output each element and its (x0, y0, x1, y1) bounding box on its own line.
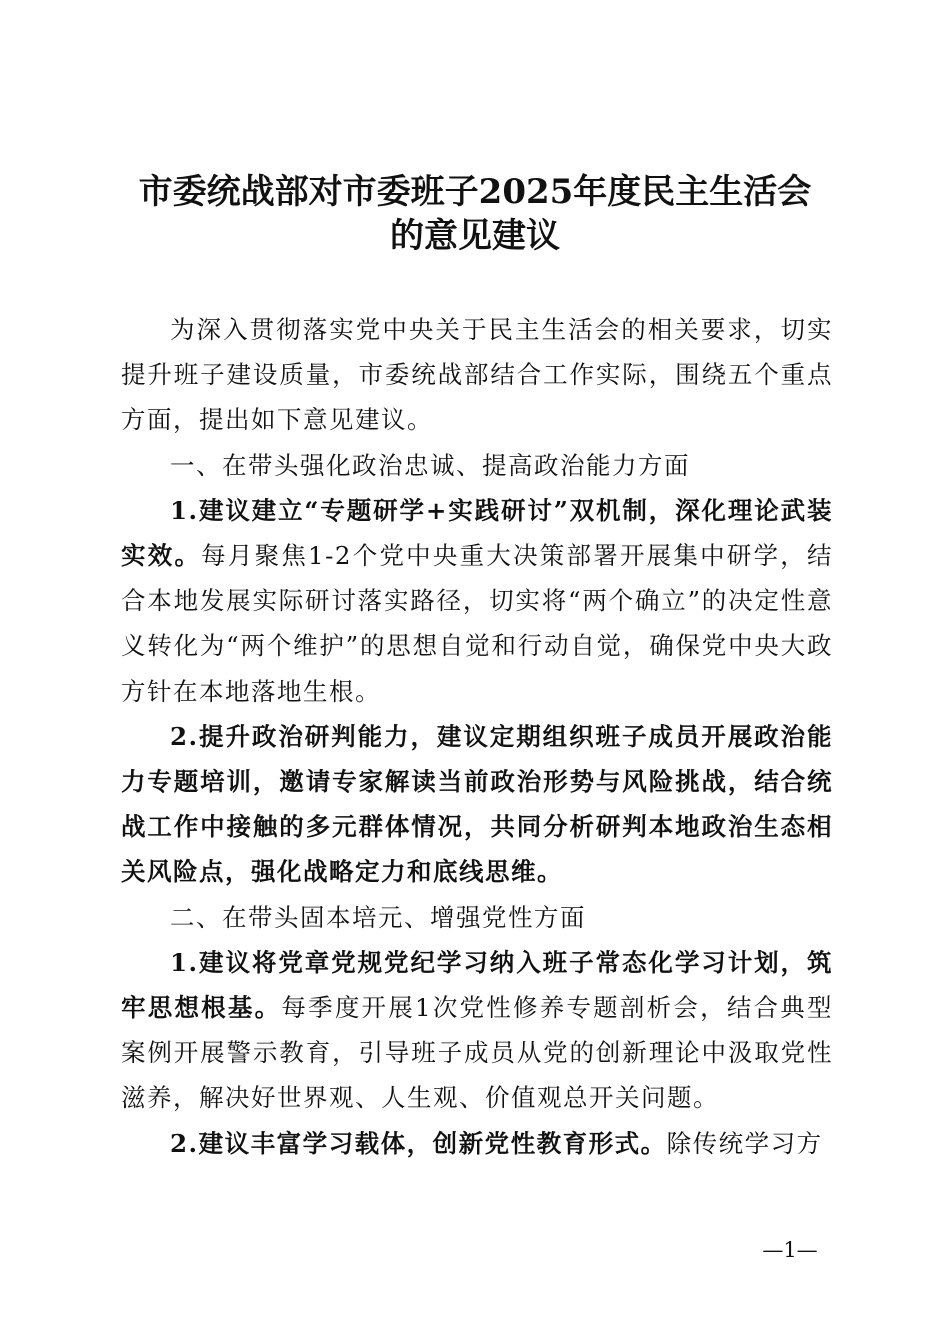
item-lead: 2.建议丰富学习载体，创新党性教育形式。 (170, 1128, 667, 1158)
section-heading-1: 一、在带头强化政治忠诚、提高政治能力方面 (170, 450, 690, 480)
section-1-item-1 (121, 488, 833, 714)
section-1-item-2 (121, 714, 833, 895)
item-lead: 2.提升政治研判能力，建议定期组织班子成员开展政治能力专题培训，邀请专家解读当前政治形势与风险挑战，结合统战工作中接触的多元群体情况，共同分析研判本地政治生态相关风险点，强化战略定力和底线思维。 (121, 721, 833, 887)
item-text: 每季度开展1次党性修养专题剖析会，结合典型案例开展警示教育，引导班子成员从党的创新理论中汲取党性滋养，解决好世界观、人生观、价值观总开关问题。 (121, 993, 834, 1113)
intro-paragraph: 为深入贯彻落实党中央关于民主生活会的相关要求，切实提升班子建设质量，市委统战部结合工作实际，围绕五个重点方面，提出如下意见建议。 (121, 315, 833, 435)
document-title-line-1: 市委统战部对市委班子2025年度民主生活会 (138, 172, 812, 212)
item-lead: 1.建议建立“专题研学+实践研讨”双机制，深化理论武装实效。 (121, 495, 833, 571)
item-text: 除传统学习方 (666, 1128, 823, 1158)
item-text: 每月聚焦1-2个党中央重大决策部署开展集中研学，结合本地发展实际研讨落实路径，切实将“两个确立”的决定性意义转化为“两个维护”的思想自觉和行动自觉，确保党中央大政方针在本地落地生根。 (121, 541, 834, 706)
item-lead: 1.建议将党章党规党纪学习纳入班子常态化学习计划，筑牢思想根基。 (121, 947, 833, 1023)
section-2-item-1 (121, 940, 833, 1121)
section-2-item-2 (121, 1121, 833, 1166)
page-number: —1— (762, 1238, 818, 1262)
document-body (121, 307, 833, 1166)
document-title-line-2: 的意见建议 (390, 216, 560, 256)
section-heading-2: 二、在带头固本培元、增强党性方面 (170, 902, 586, 932)
